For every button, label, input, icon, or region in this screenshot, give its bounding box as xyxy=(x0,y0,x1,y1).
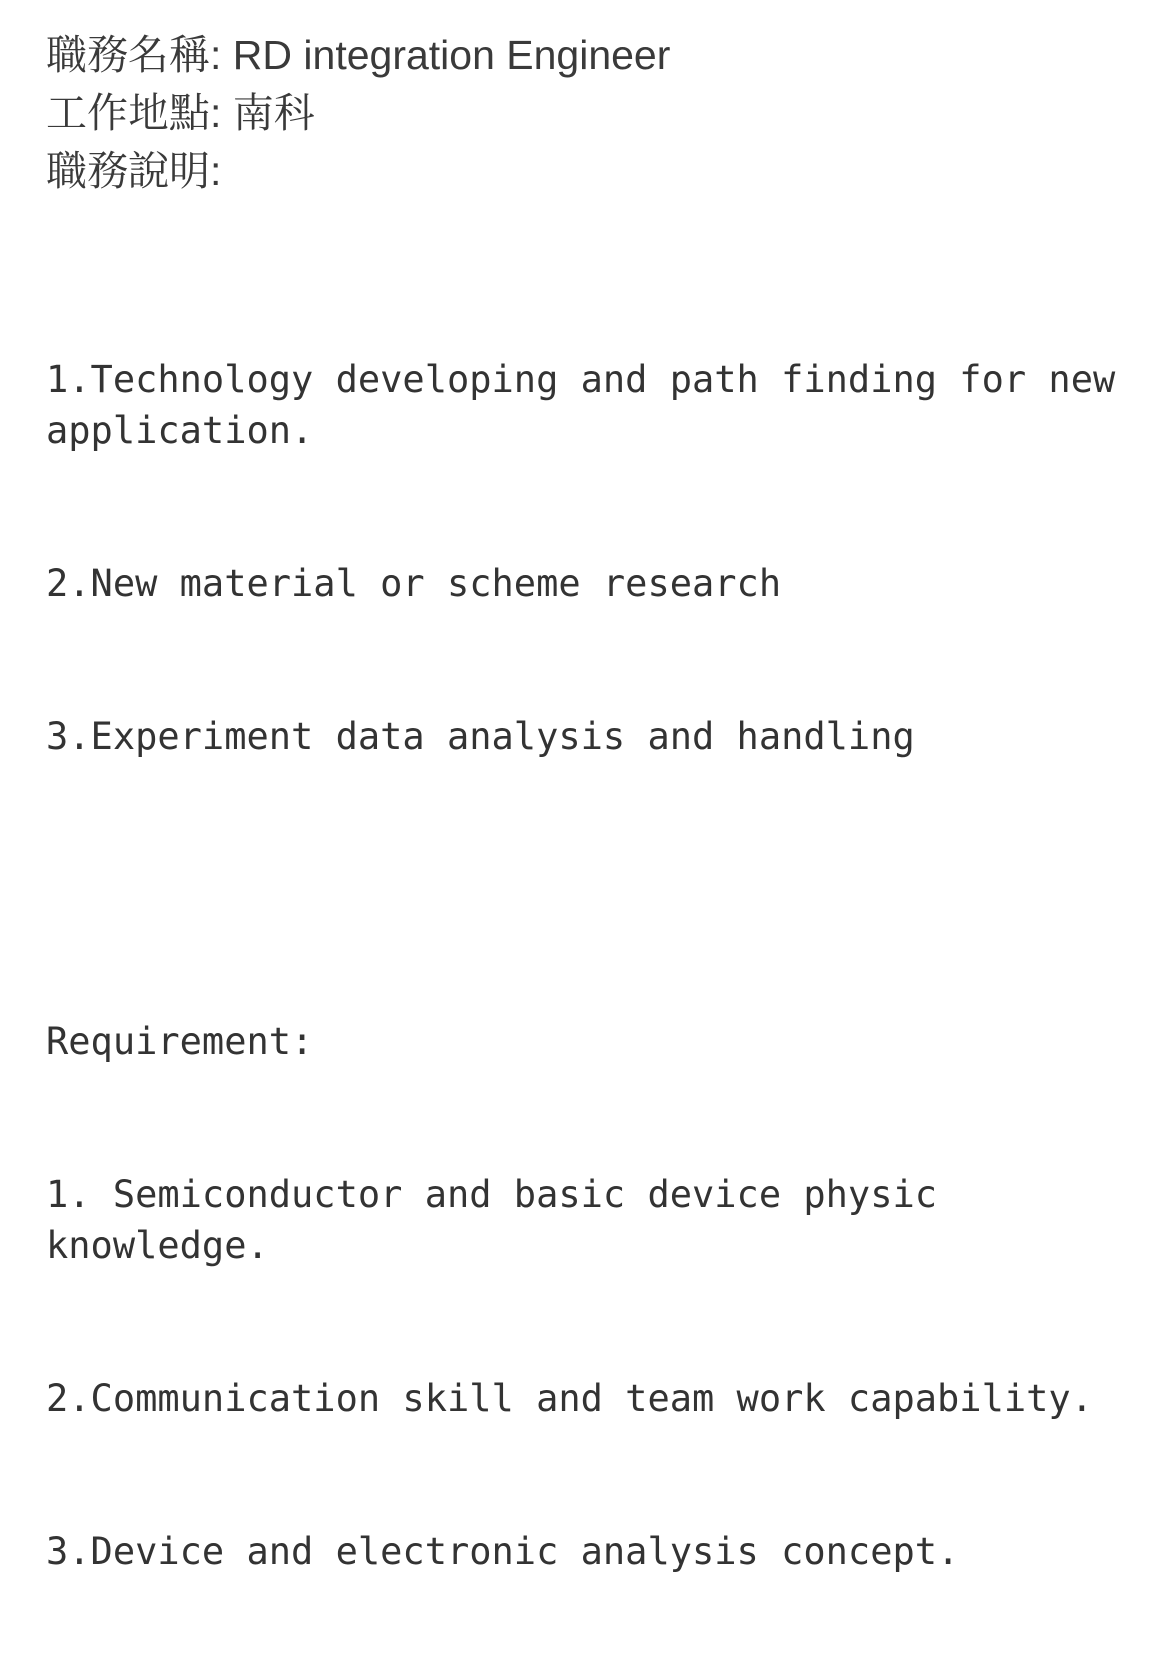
requirements-heading: Requirement: xyxy=(46,1020,314,1063)
duty-item-2: 2.New material or scheme research xyxy=(46,562,782,605)
job-description-label: 職務說明: xyxy=(46,148,222,194)
job-location-line xyxy=(46,84,1130,142)
job-title-value: RD integration Engineer xyxy=(221,32,671,78)
requirement-item-1: 1. Semiconductor and basic device physic knowledge. xyxy=(46,1173,960,1267)
job-description-line xyxy=(46,142,1130,200)
requirements-section xyxy=(46,914,1130,1679)
duties-requirements-spacer xyxy=(46,864,1130,914)
job-title-line xyxy=(46,26,1130,84)
job-location-value: 南科 xyxy=(221,90,315,136)
job-location-label: 工作地點: xyxy=(46,90,222,136)
job-header xyxy=(46,26,1130,200)
requirement-item-3: 3.Device and electronic analysis concept. xyxy=(46,1530,960,1573)
duty-item-1: 1.Technology developing and path finding for new application. xyxy=(46,358,1138,452)
duties-list xyxy=(46,252,1138,864)
job-title-label: 職務名稱: xyxy=(46,32,222,78)
requirement-item-2: 2.Communication skill and team work capability. xyxy=(46,1377,1093,1420)
header-duties-spacer xyxy=(46,200,1130,252)
duty-item-3: 3.Experiment data analysis and handling xyxy=(46,715,915,758)
